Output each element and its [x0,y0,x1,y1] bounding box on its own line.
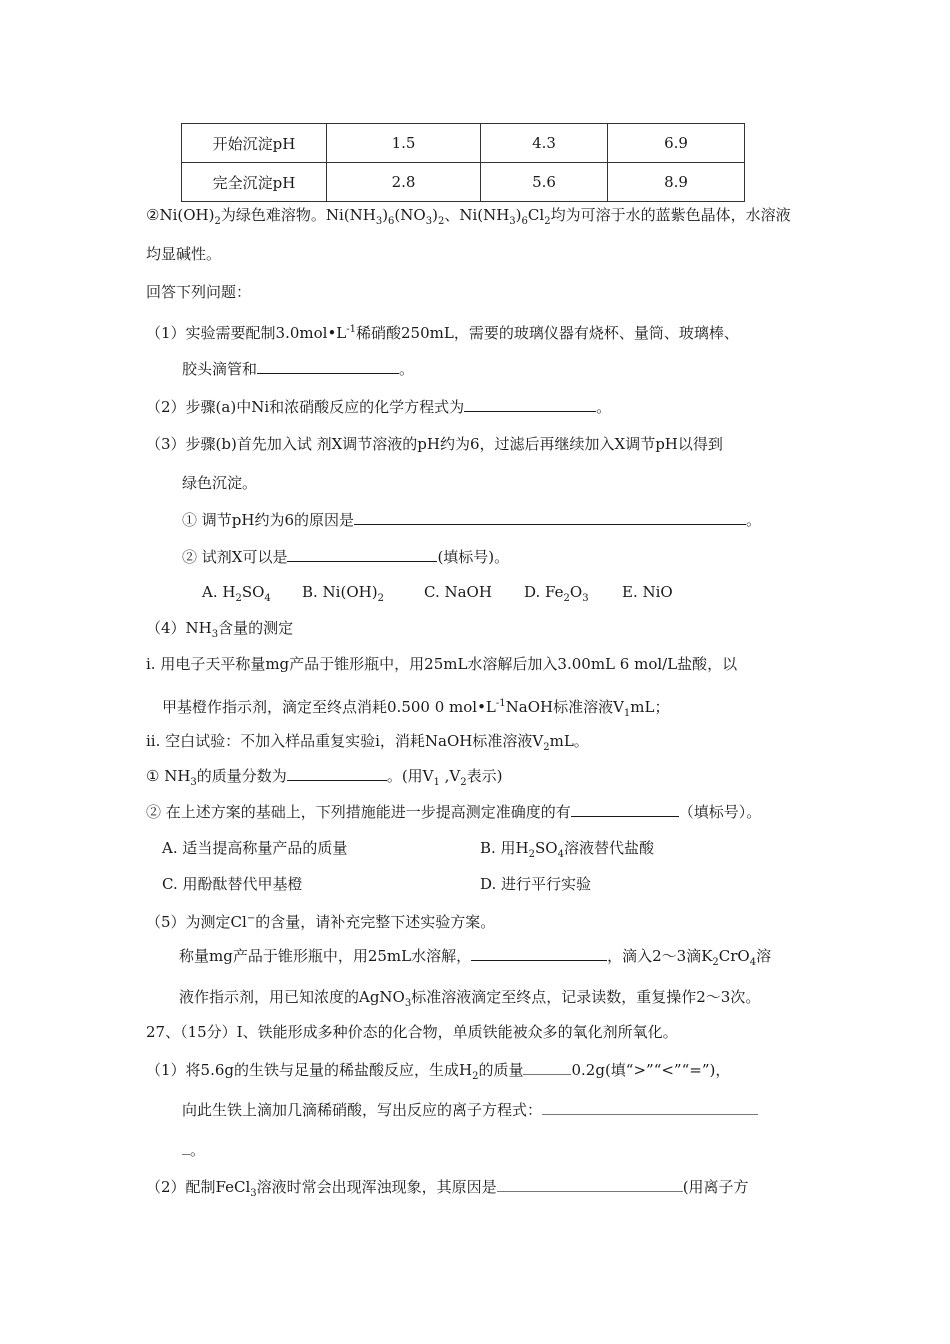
answer-blank[interactable] [182,1140,190,1155]
text: 。 [746,511,762,529]
subscript: 3 [250,1188,257,1199]
text: 的含量，请补充完整下述实验方案。 [255,913,496,931]
text: 溶液时常会出现浑浊现象，其原因是 [256,1178,497,1196]
text: (填标号)。 [437,548,510,566]
subscript: 4 [264,593,271,604]
subscript: 4 [557,849,564,860]
q4-step-i-line-1: i. 用电子天平称量mg产品于锥形瓶中，用25mL水溶解后加入3.00mL 6 mol/L盐酸，以 [146,655,738,673]
text: ) [432,206,438,224]
subscript: 2 [543,742,550,753]
q4-step-i-line-2 [162,694,669,724]
subscript: 2 [214,216,221,227]
option-a [202,582,302,609]
subscript: 2 [460,777,467,788]
option-c: C. NaOH [424,583,492,601]
option-d: D. 进行平行实验 [480,875,592,893]
text: 称量mg产品于锥形瓶中，用25mL水溶解， [179,947,472,965]
text: 。 [190,1141,206,1159]
subscript: 3 [375,216,383,227]
text: 甲基橙作指示剂，滴定至终点消耗0.500 0 mol•L [162,698,496,716]
text: mL。 [549,732,589,750]
answer-blank[interactable] [354,510,746,525]
text: 标准溶液滴定至终点，记录读数，重复操作2～3次。 [411,988,761,1006]
subscript: 2 [544,216,551,227]
text: 。(用V [386,767,434,785]
option-d [524,582,622,609]
text: O [569,583,583,601]
q4-options-row-2 [162,874,591,894]
subscript: 2 [528,849,536,860]
text: (NO [394,206,426,224]
note-line-2: 均显碱性。 [146,245,222,263]
subscript: 2 [563,593,570,604]
text: ) [382,206,389,224]
text: 。 [399,360,415,378]
text: A. H [202,583,236,601]
text: 为绿色难溶物。Ni(NH [220,206,376,224]
subscript: 1 [433,777,440,788]
q4-sub-1 [146,766,502,793]
answer-blank[interactable] [571,802,679,817]
text: 液作指示剂，用已知浓度的AgNO [179,988,405,1006]
q27-part-1-line-3 [182,1140,205,1160]
q3-sub-1 [182,510,761,530]
table-cell: 1.5 [327,124,481,163]
option-a: A. 适当提高称量产品的质量 [162,839,348,857]
text: 溶 [756,947,772,965]
table-cell: 4.3 [481,124,608,163]
q27-part-2 [146,1177,749,1204]
table-cell: 5.6 [481,163,608,202]
subscript: 3 [211,629,219,640]
text: mL； [630,698,670,716]
answer-blank[interactable] [471,946,607,961]
text: D. Fe [524,583,564,601]
text: SO [535,839,558,857]
option-b [302,582,424,609]
answer-blank[interactable] [464,397,596,412]
answer-blank[interactable] [542,1100,758,1115]
subscript: 6 [388,216,395,227]
table-cell: 2.8 [327,163,481,202]
text: (用离子方 [682,1178,749,1196]
text: B. 用H [480,839,529,857]
text: 胶头滴管和 [182,360,258,378]
text: 、Ni(NH [444,206,510,224]
text: （5）为测定Cl [146,913,247,931]
q3-options [202,582,673,609]
text: 的质量分数为 [196,767,287,785]
text: 稀硝酸250mL，需要的玻璃仪器有烧杯、量筒、玻璃棒、 [356,324,739,342]
superscript: -1 [346,324,357,335]
text: ii. 空白试验：不加入样品重复实验i，消耗NaOH标准溶液V [146,732,544,750]
text: ②Ni(OH) [146,206,215,224]
q27-part-1-line-1 [146,1060,730,1087]
text: Cl [527,206,545,224]
table-row [182,124,745,163]
option-e: E. NiO [622,583,673,601]
q5-line-3 [179,987,760,1014]
text: （1）将5.6g的生铁与足量的稀盐酸反应，生成H [146,1061,473,1079]
text: 0.2g(填“>”“<”“=”)， [571,1061,731,1079]
table-row [182,163,745,202]
text: （1）实验需要配制3.0mol•L [146,324,347,342]
q4-sub-2 [146,802,761,822]
q5-line-1 [146,909,495,932]
subscript: 3 [190,777,197,788]
text: ① NH [146,767,191,785]
text: （2）步骤(a)中Ni和浓硝酸反应的化学方程式为 [146,398,465,416]
text: 均为可溶于水的蓝紫色晶体，水溶液 [550,206,791,224]
text: 表示) [466,767,503,785]
text: （2）配制FeCl [146,1178,251,1196]
q1-line-2 [182,359,414,379]
text: NaOH标准溶液V [505,698,624,716]
subscript: 2 [712,957,719,968]
text: 向此生铁上滴加几滴稀硝酸，写出反应的离子方程式： [182,1101,543,1119]
subscript: 3 [509,216,516,227]
precipitation-ph-table [181,123,745,202]
subscript: 2 [235,593,242,604]
q27-header: 27、（15分）Ⅰ、铁能形成多种价态的化合物，单质铁能被众多的氧化剂所氧化。 [146,1023,678,1041]
text: 含量的测定 [218,619,294,637]
text: （4）NH [146,619,212,637]
text: ，滴入2～3滴K [607,947,713,965]
q1-line-1 [146,320,739,343]
subscript: 1 [623,708,631,719]
q4-step-ii [146,731,589,758]
text: （填标号）。 [678,803,762,821]
table-cell-label: 开始沉淀pH [182,124,327,163]
answer-blank[interactable] [497,1177,683,1192]
text: ② 试剂X可以是 [182,548,288,566]
option-b [480,838,654,865]
option-c: C. 用酚酞替代甲基橙 [162,875,303,893]
subscript: 3 [425,216,433,227]
q3-sub-2 [182,547,509,567]
subscript: 2 [472,1071,479,1082]
table-cell-label: 完全沉淀pH [182,163,327,202]
q3-line-2: 绿色沉淀。 [182,474,258,492]
text: B. Ni(OH) [302,583,378,601]
table-cell: 8.9 [608,163,745,202]
text: ,V [439,767,461,785]
superscript: -1 [495,698,506,709]
text: ② 在上述方案的基础上，下列措施能进一步提高测定准确度的有 [146,803,571,821]
text: 溶液替代盐酸 [563,839,654,857]
q4-title [146,618,293,645]
subscript: 2 [437,216,445,227]
table-cell: 6.9 [608,124,745,163]
q4-options-row-1 [162,838,654,865]
subscript: 3 [582,593,589,604]
subscript: 3 [404,998,412,1009]
subscript: 2 [377,593,384,604]
q5-line-2 [179,946,771,973]
subscript: 4 [749,957,757,968]
text: SO [241,583,265,601]
q3-line-1: （3）步骤(b)首先加入试 剂X调节溶液的pH约为6，过滤后再继续加入X调节pH以得到 [146,435,723,453]
q27-part-1-line-2 [182,1100,758,1120]
text: ) [515,206,522,224]
answer-blank[interactable] [523,1060,571,1075]
text: 的质量 [478,1061,524,1079]
text: CrO [718,947,750,965]
subscript: 6 [521,216,528,227]
q2-line [146,397,611,417]
text: 。 [596,398,612,416]
answer-blank[interactable] [257,359,399,374]
answer-blank[interactable] [287,547,437,562]
text: ① 调节pH约为6的原因是 [182,511,354,529]
answer-header: 回答下列问题： [146,283,252,301]
superscript: − [246,913,256,924]
note-line-1 [146,205,791,232]
answer-blank[interactable] [287,766,387,781]
